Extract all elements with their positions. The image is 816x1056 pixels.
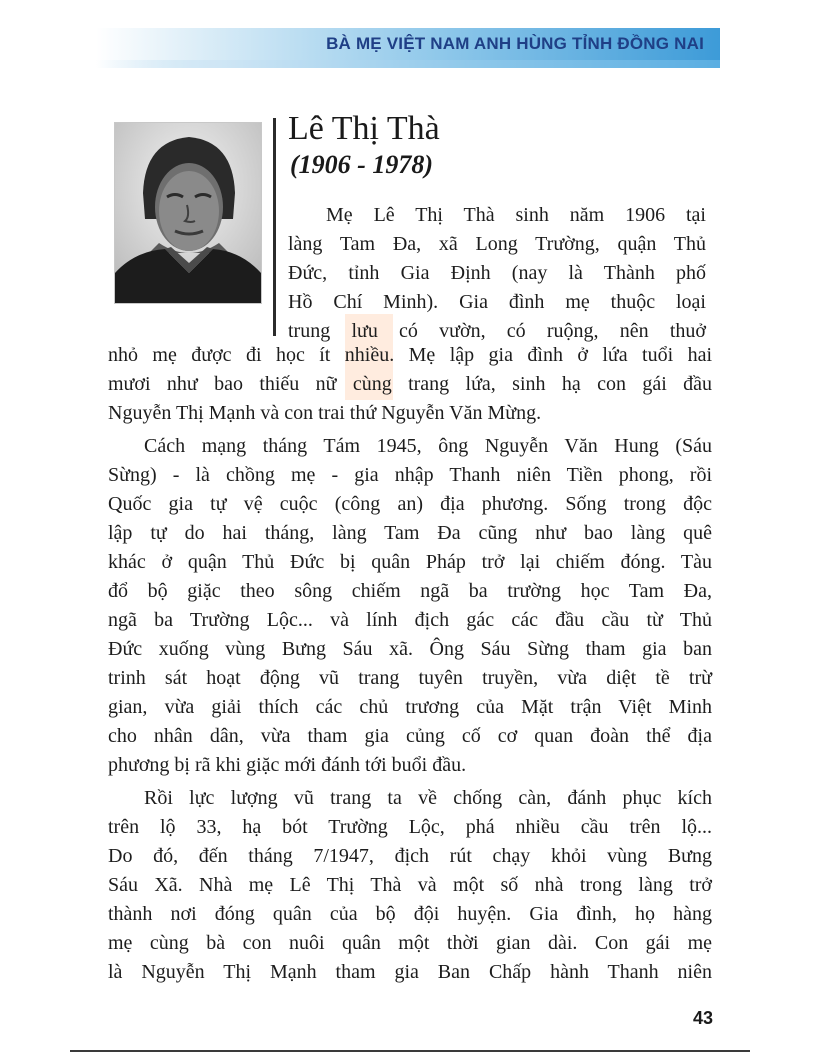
person-name: Lê Thị Thà <box>288 110 440 147</box>
body-line: Mẹ Lê Thị Thà sinh năm 1906 tại <box>326 204 706 226</box>
body-line: Quốc gia tự vệ cuộc (công an) địa phương. Sống trong độc <box>108 493 712 515</box>
portrait-icon <box>115 123 261 303</box>
body-line: là Nguyễn Thị Mạnh tham gia Ban Chấp hành Thanh niên <box>108 961 712 983</box>
body-line: Sừng) - là chồng mẹ - gia nhập Thanh niên Tiền phong, rồi <box>108 464 712 486</box>
body-line: Sáu Xã. Nhà mẹ Lê Thị Thà và một số nhà trong làng trở <box>108 874 712 896</box>
body-line: gian, vừa giải thích các chủ trương của Mặt trận Việt Minh <box>108 696 712 718</box>
body-line: ngã ba Trường Lộc... và lính địch gác các đầu cầu từ Thủ <box>108 609 712 631</box>
header-band <box>96 28 720 68</box>
page-number: 43 <box>692 1008 713 1028</box>
body-line: khác ở quận Thủ Đức bị quân Pháp trở lại chiếm đóng. Tàu <box>108 551 712 573</box>
body-line: Nguyễn Thị Mạnh và con trai thứ Nguyễn Văn Mừng. <box>108 402 542 424</box>
footer-divider <box>70 1050 750 1052</box>
body-line: Hồ Chí Minh). Gia đình mẹ thuộc loại <box>288 291 706 313</box>
body-line: Đức xuống vùng Bưng Sáu xã. Ông Sáu Sừng tham gia ban <box>108 638 712 660</box>
body-line: đổ bộ giặc theo sông chiếm ngã ba trường học Tam Đa, <box>108 580 712 602</box>
body-line: thành nơi đóng quân của bộ đội huyện. Gia đình, họ hàng <box>108 903 712 925</box>
body-line: Do đó, đến tháng 7/1947, địch rút chạy khỏi vùng Bưng <box>108 845 712 867</box>
body-line: lập tự do hai tháng, làng Tam Đa cũng như bao làng quê <box>108 522 712 544</box>
body-line: trên lộ 33, hạ bót Trường Lộc, phá nhiều cầu trên lộ... <box>108 816 712 838</box>
vertical-rule <box>273 118 276 336</box>
body-line: Đức, tỉnh Gia Định (nay là Thành phố <box>288 262 706 284</box>
body-line: mẹ cùng bà con nuôi quân một thời gian dài. Con gái mẹ <box>108 932 712 954</box>
body-line: Rồi lực lượng vũ trang ta về chống càn, đánh phục kích <box>144 787 712 809</box>
body-line: nhỏ mẹ được đi học ít nhiều. Mẹ lập gia đình ở lứa tuổi hai <box>108 344 712 366</box>
body-line: mươi như bao thiếu nữ cùng trang lứa, sinh hạ con gái đầu <box>108 373 712 395</box>
body-line: trung lưu có vườn, có ruộng, nên thuở <box>288 320 706 342</box>
life-years: (1906 - 1978) <box>290 150 433 179</box>
body-line: trinh sát hoạt động vũ trang tuyên truyền, vừa diệt tề trừ <box>108 667 712 689</box>
portrait-photo <box>114 122 262 304</box>
body-line: làng Tam Đa, xã Long Trường, quận Thủ <box>288 233 706 255</box>
body-line: Cách mạng tháng Tám 1945, ông Nguyễn Văn Hung (Sáu <box>144 435 712 457</box>
body-line: cho nhân dân, vừa tham gia củng cố cơ quan đoàn thể địa <box>108 725 712 747</box>
book-title: BÀ MẸ VIỆT NAM ANH HÙNG TỈNH ĐỒNG NAI <box>326 34 704 53</box>
body-line: phương bị rã khi giặc mới đánh tới buổi đầu. <box>108 754 467 776</box>
